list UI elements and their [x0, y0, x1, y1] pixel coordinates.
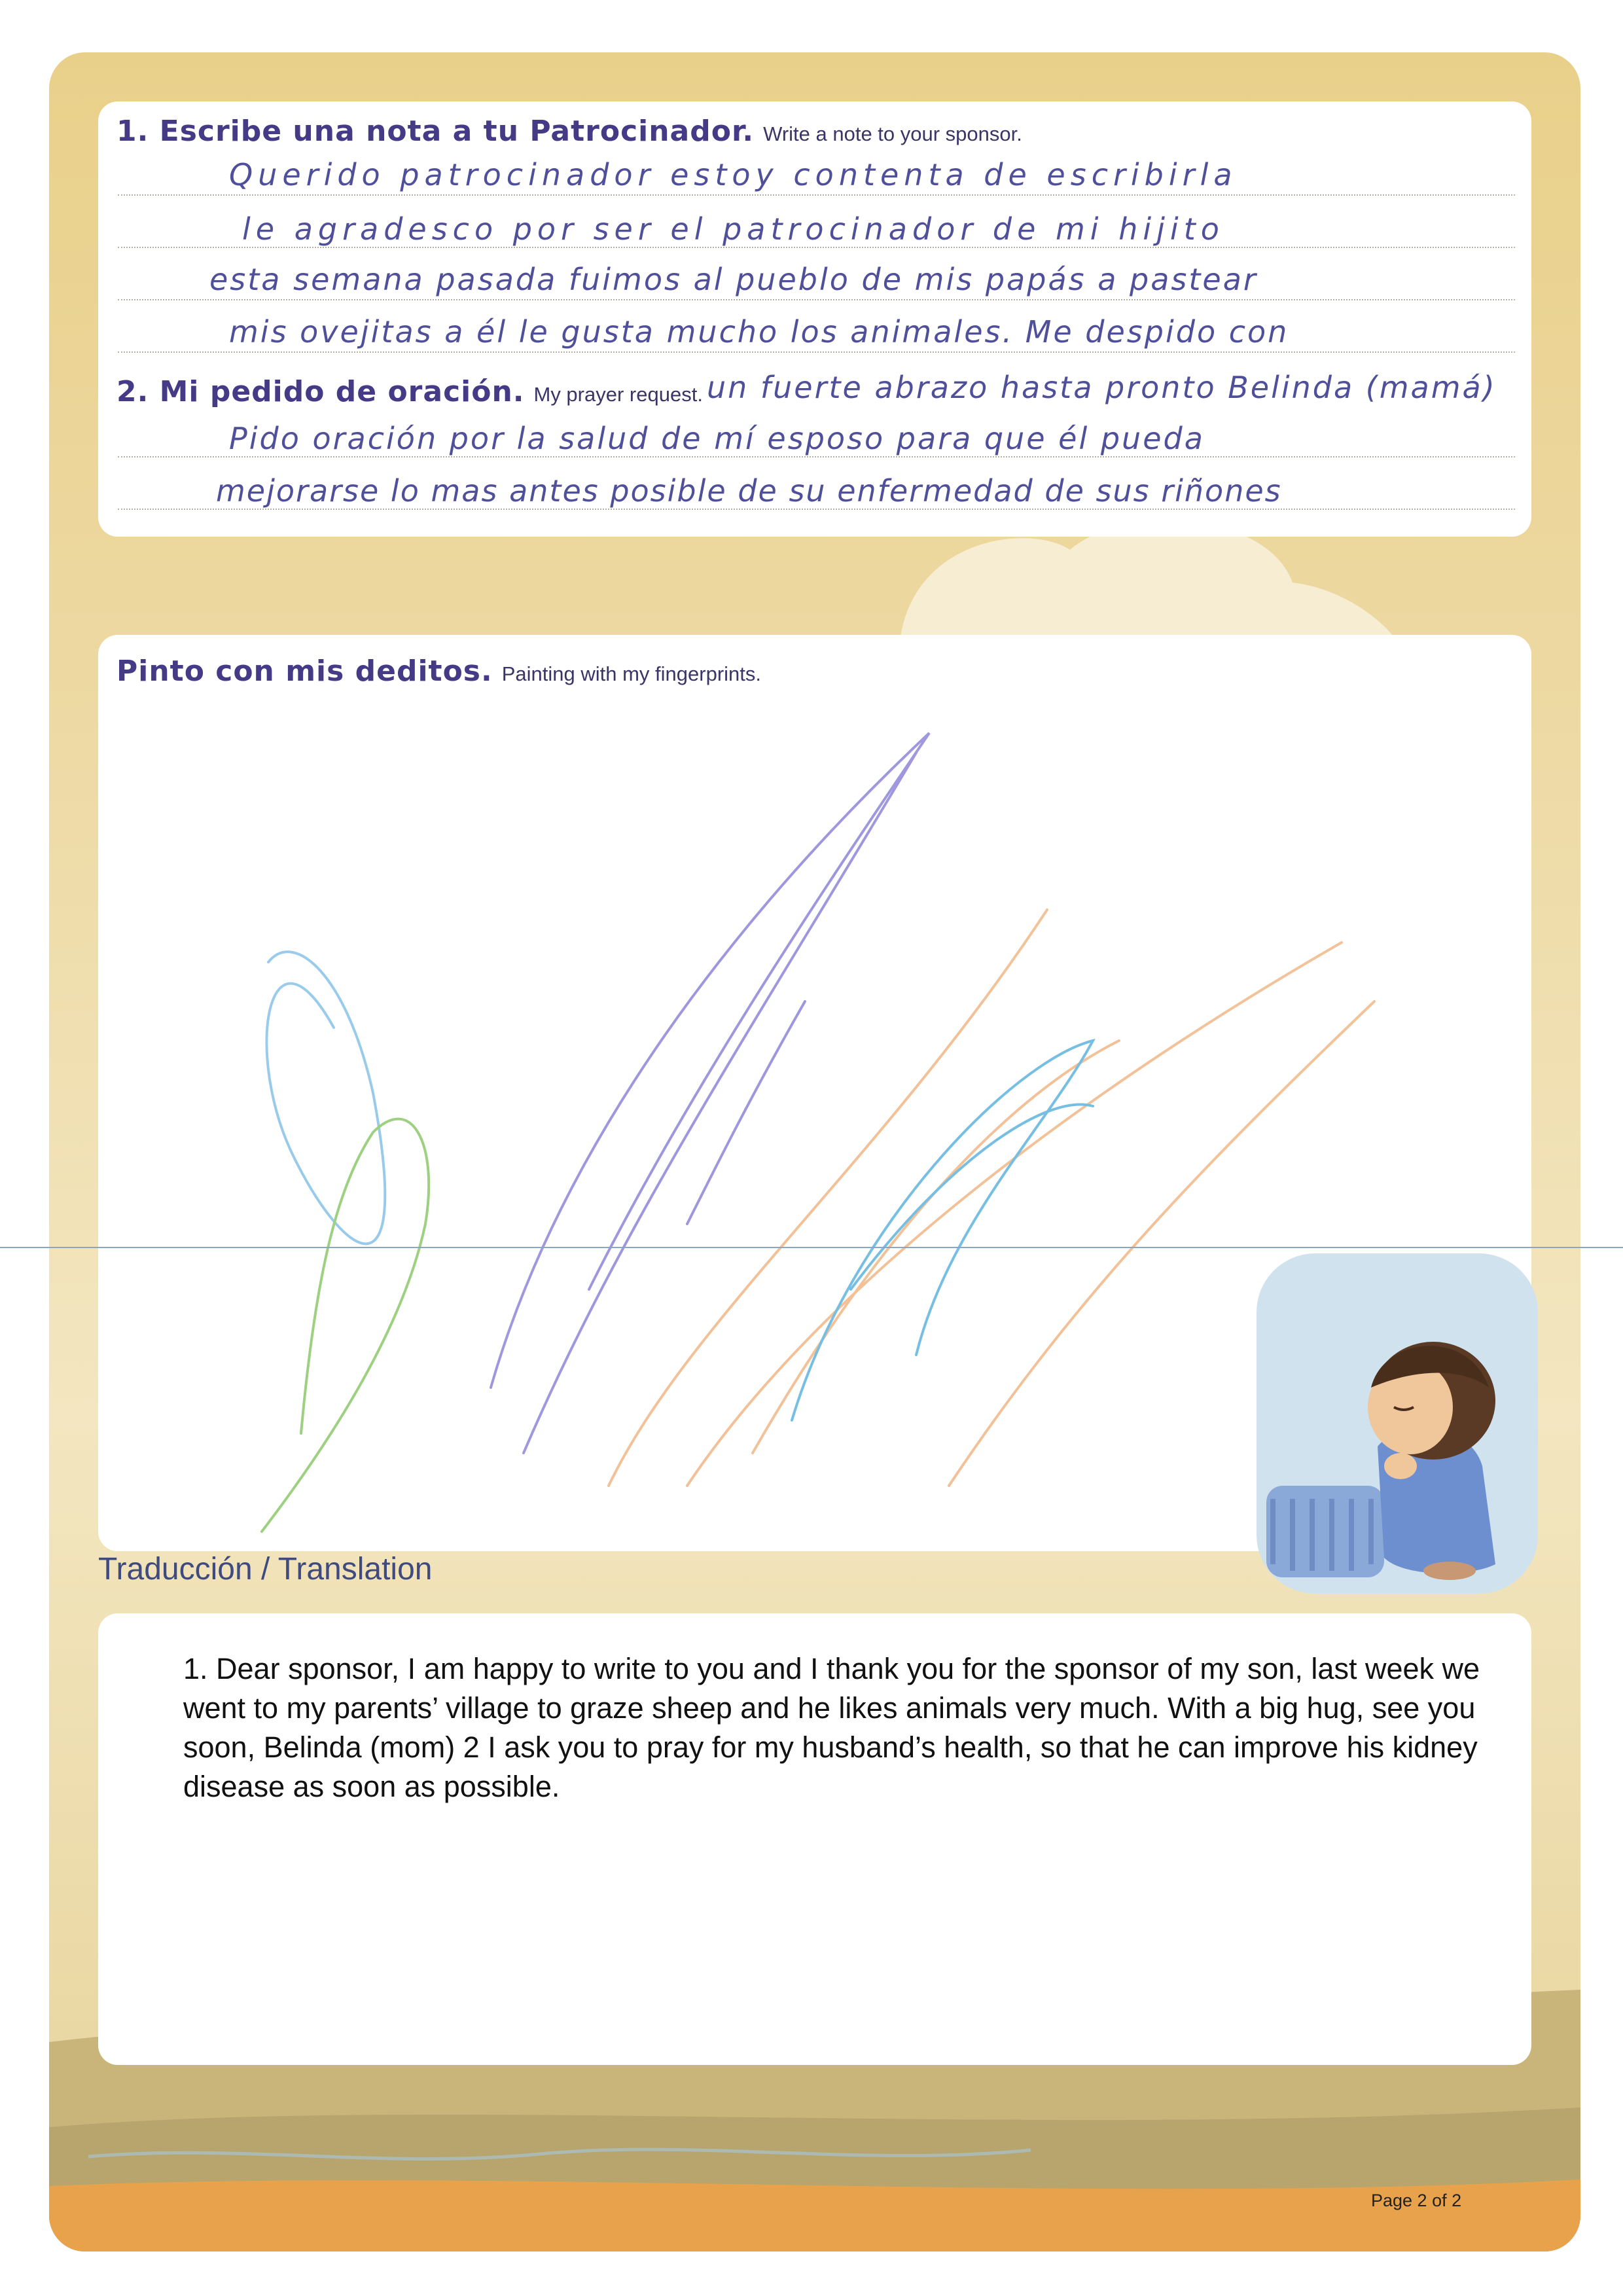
- painting-heading-en: Painting with my fingerprints.: [501, 662, 761, 685]
- praying-child-icon: [1253, 1250, 1541, 1597]
- handwritten-line: Pido oración por la salud de mí esposo para que él pueda: [229, 421, 1205, 456]
- praying-child-illustration: [1253, 1250, 1541, 1597]
- letter-page: [49, 52, 1580, 2251]
- blue-scribble: [266, 952, 385, 1244]
- scan-line: [0, 1247, 1623, 1248]
- painting-heading-es: Pinto con mis deditos.: [116, 655, 493, 688]
- green-scribble: [262, 1119, 429, 1532]
- cyan-scribble: [792, 1041, 1093, 1420]
- desert-dune-front: [49, 2179, 1580, 2251]
- translation-text: 1. Dear sponsor, I am happy to write to you and I thank you for the sponsor of my son, last week we went to my parents’ village to graze sheep and he likes animals very much. With a big hug, see you soon, Belinda (mom) 2 I ask you to pray for my husband’s health, so that he can improve his kidney disease as soon as possible.: [183, 1652, 1480, 1803]
- ruled-line: [118, 247, 1515, 248]
- handwritten-line: mejorarse lo mas antes posible de su enfermedad de sus riñones: [216, 473, 1282, 509]
- ruled-line: [118, 194, 1515, 196]
- prayer-heading-en: My prayer request.: [533, 383, 703, 406]
- page-number: Page 2 of 2: [1371, 2191, 1462, 2210]
- handwritten-line: un fuerte abrazo hasta pronto Belinda (mamá): [707, 370, 1497, 405]
- prayer-heading: [116, 375, 703, 408]
- handwritten-line: Querido patrocinador estoy contenta de escribirla: [229, 157, 1238, 192]
- ruled-line: [118, 351, 1515, 353]
- note-heading-en: Write a note to your sponsor.: [763, 122, 1022, 145]
- note-heading: [116, 115, 1022, 148]
- handwritten-line: le agradesco por ser el patrocinador de mi hijito: [242, 211, 1224, 247]
- note-panel: [98, 101, 1531, 537]
- translation-panel: [98, 1613, 1531, 2065]
- ruled-line: [118, 299, 1515, 300]
- purple-scribble: [491, 733, 929, 1453]
- note-heading-es: 1. Escribe una nota a tu Patrocinador.: [116, 115, 755, 148]
- prayer-heading-es: 2. Mi pedido de oración.: [116, 375, 525, 408]
- ruled-line: [118, 456, 1515, 457]
- translation-title: Traducción / Translation: [98, 1552, 433, 1587]
- ruled-line: [118, 509, 1515, 510]
- handwritten-line: mis ovejitas a él le gusta mucho los animales. Me despido con: [229, 314, 1289, 350]
- handwritten-line: esta semana pasada fuimos al pueblo de mis papás a pastear: [209, 262, 1258, 297]
- cloud-hill: [900, 521, 1397, 641]
